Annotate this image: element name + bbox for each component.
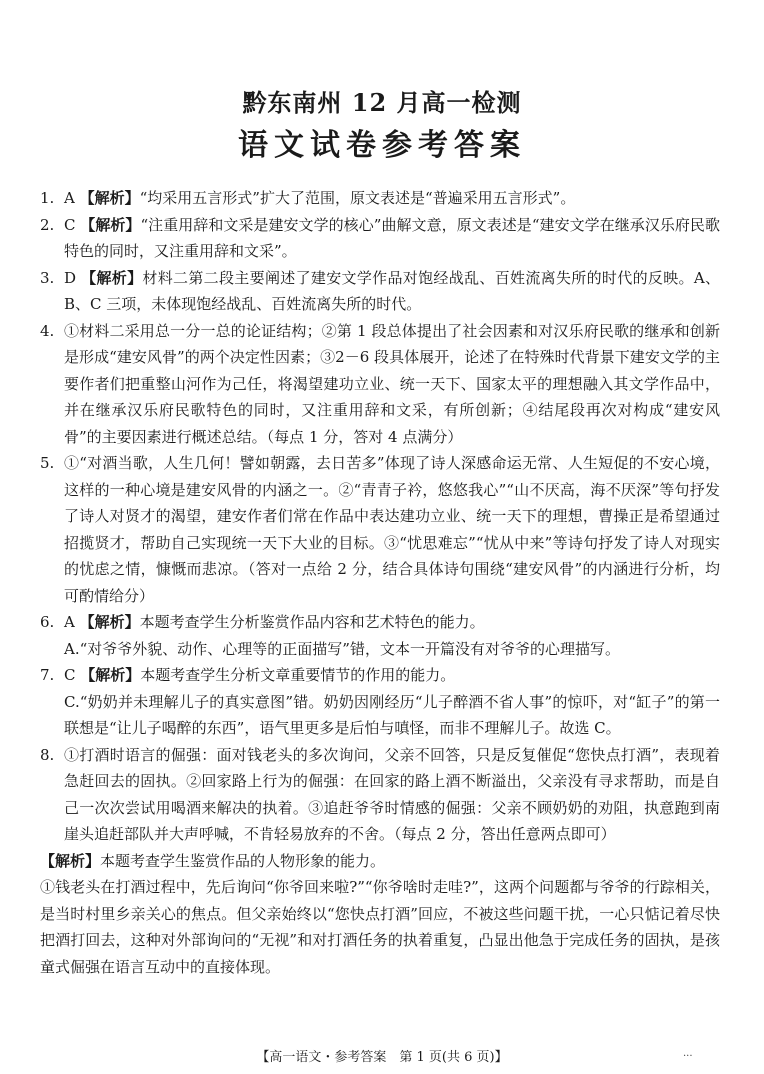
- item-number: 8.: [40, 745, 55, 764]
- item-number: 1.: [40, 189, 55, 207]
- answer-item-2: [40, 212, 720, 265]
- item-number: 5.: [40, 454, 55, 472]
- analysis-tag: 【解析】: [81, 268, 143, 287]
- answer-item-4: [40, 318, 720, 451]
- item-number: 2.: [40, 215, 55, 234]
- analysis-tag: 【解析】: [40, 851, 101, 870]
- item-number: 6.: [40, 613, 55, 631]
- answer-text: C.“奶奶并未理解儿子的真实意图”错。奶奶因刚经历“儿子醉酒不省人事”的惊吓，对“缸子”的第一联想是“让儿子喝醉的东西”，语气里更多是后怕与嗔怪，而非不理解儿子。故选 C。: [64, 692, 720, 737]
- answer-text: 本题考查学生分析鉴赏作品内容和艺术特色的能力。: [139, 613, 485, 631]
- answer-text: “均采用五言形式”扩大了范围，原文表述是“普遍采用五言形式”。: [139, 189, 576, 207]
- analysis-tag: 【解析】: [80, 215, 141, 234]
- answer-text: ①打酒时语言的倔强：面对钱老头的多次询问，父亲不回答，只是反复催促“您快点打酒”，表现着急赶回去的固执。②回家路上行为的倔强：在回家的路上酒不断溢出，父亲没有寻求帮助，而是自己一次次尝试用喝酒来解决的执着。③追赶爷爷时情感的倔强：父亲不顾奶奶的劝阻，执意跑到南崖头追赶部队并大声呼喊，不肯轻易放弃的不舍。（每点 2 分，答出任意两点即可）: [64, 745, 720, 843]
- answer-item-6: [40, 609, 720, 636]
- answer-item-5: [40, 450, 720, 609]
- answer-item-7: [40, 662, 720, 689]
- answer-item-6-detail: [40, 636, 720, 663]
- answer-choice: D: [64, 268, 77, 287]
- analysis-text: 本题考查学生鉴赏作品的人物形象的能力。: [100, 851, 386, 870]
- answer-choice: C: [64, 666, 76, 684]
- page-subtitle: 语文试卷参考答案: [238, 128, 526, 163]
- answer-text: A.“对爷爷外貌、动作、心理等的正面描写”错，文本一开篇没有对爷爷的心理描写。: [64, 639, 620, 658]
- item-number: 4.: [40, 321, 55, 340]
- answer-text: ①材料二采用总一分一总的论证结构；②第 1 段总体提出了社会因素和对汉乐府民歌的继承和创新是形成“建安风骨”的两个决定性因素；③2－6 段具体展开，论述了在特殊时代背景下建安文学的主要作者们把重整山河作为己任，将渴望建功立业、统一天下、国家太平的理想融入其文学作品中，并在继承汉乐府民歌特色的同时，又注重用辞和文采，有所创新；④结尾段再次对构成“建安风骨”的主要因素进行概述总结。（每点 1 分，答对 4 点满分）: [64, 321, 720, 446]
- item-number: 3.: [40, 268, 55, 287]
- item-number: 7.: [40, 666, 55, 684]
- answer-choice: A: [64, 189, 75, 207]
- answer-item-3: [40, 265, 720, 318]
- analysis-tag: 【解析】: [79, 189, 140, 207]
- answers-body: [40, 185, 720, 980]
- answer-item-7-detail: [40, 689, 720, 742]
- analysis-tag: 【解析】: [80, 666, 141, 684]
- footer-dots: ...: [683, 1048, 693, 1059]
- page-title: 黔东南州 12 月高一检测: [242, 88, 522, 117]
- answer-text: ①“对酒当歌，人生几何！譬如朝露，去日苦多”体现了诗人深感命运无常、人生短促的不安心境，这样的一种心境是建安风骨的内涵之一。②“青青子衿，悠悠我心”“山不厌高，海不厌深”等句抒发了诗人对贤才的渴望，建安作者们常在作品中表达建功立业、统一天下的理想，曹操正是希望通过招揽贤才，帮助自己实现统一天下大业的目标。③“忧思难忘”“忧从中来”等诗句抒发了诗人对现实的忧虑之情，慷慨而悲凉。（答对一点给 2 分，结合具体诗句围绕“建安风骨”的内涵进行分析，均可酌情给分）: [64, 454, 720, 605]
- answer-choice: A: [64, 613, 75, 631]
- analysis-tag: 【解析】: [79, 613, 140, 631]
- answer-text: “注重用辞和文采是建安文学的核心”曲解文意，原文表述是“建安文学在继承汉乐府民歌特色的同时，又注重用辞和文采”。: [64, 215, 720, 260]
- analysis-heading: [40, 848, 720, 875]
- answer-text: 本题考查学生分析文章重要情节的作用的能力。: [140, 666, 456, 684]
- page-footer: 【高一语文・参考答案 第 1 页(共 6 页)】: [256, 1050, 508, 1065]
- answer-choice: C: [64, 215, 76, 234]
- analysis-detail: ①钱老头在打酒过程中，先后询问“你爷回来啦?”“你爷啥时走哇?”，这两个问题都与爷爷的行踪相关，是当时村里乡亲关心的焦点。但父亲始终以“您快点打酒”回应，不被这些问题干扰，一心只惦记着尽快把酒打回去，这种对外部询问的“无视”和对打酒任务的执着重复，凸显出他急于完成任务的固执，是孩童式倔强在语言互动中的直接体现。: [40, 878, 720, 976]
- answer-item-8: [40, 742, 720, 848]
- answer-item-1: [40, 185, 720, 212]
- answer-text: 材料二第二段主要阐述了建安文学作品对饱经战乱、百姓流离失所的时代的反映。A、B、C 三项，未体现饱经战乱、百姓流离失所的时代。: [64, 268, 720, 313]
